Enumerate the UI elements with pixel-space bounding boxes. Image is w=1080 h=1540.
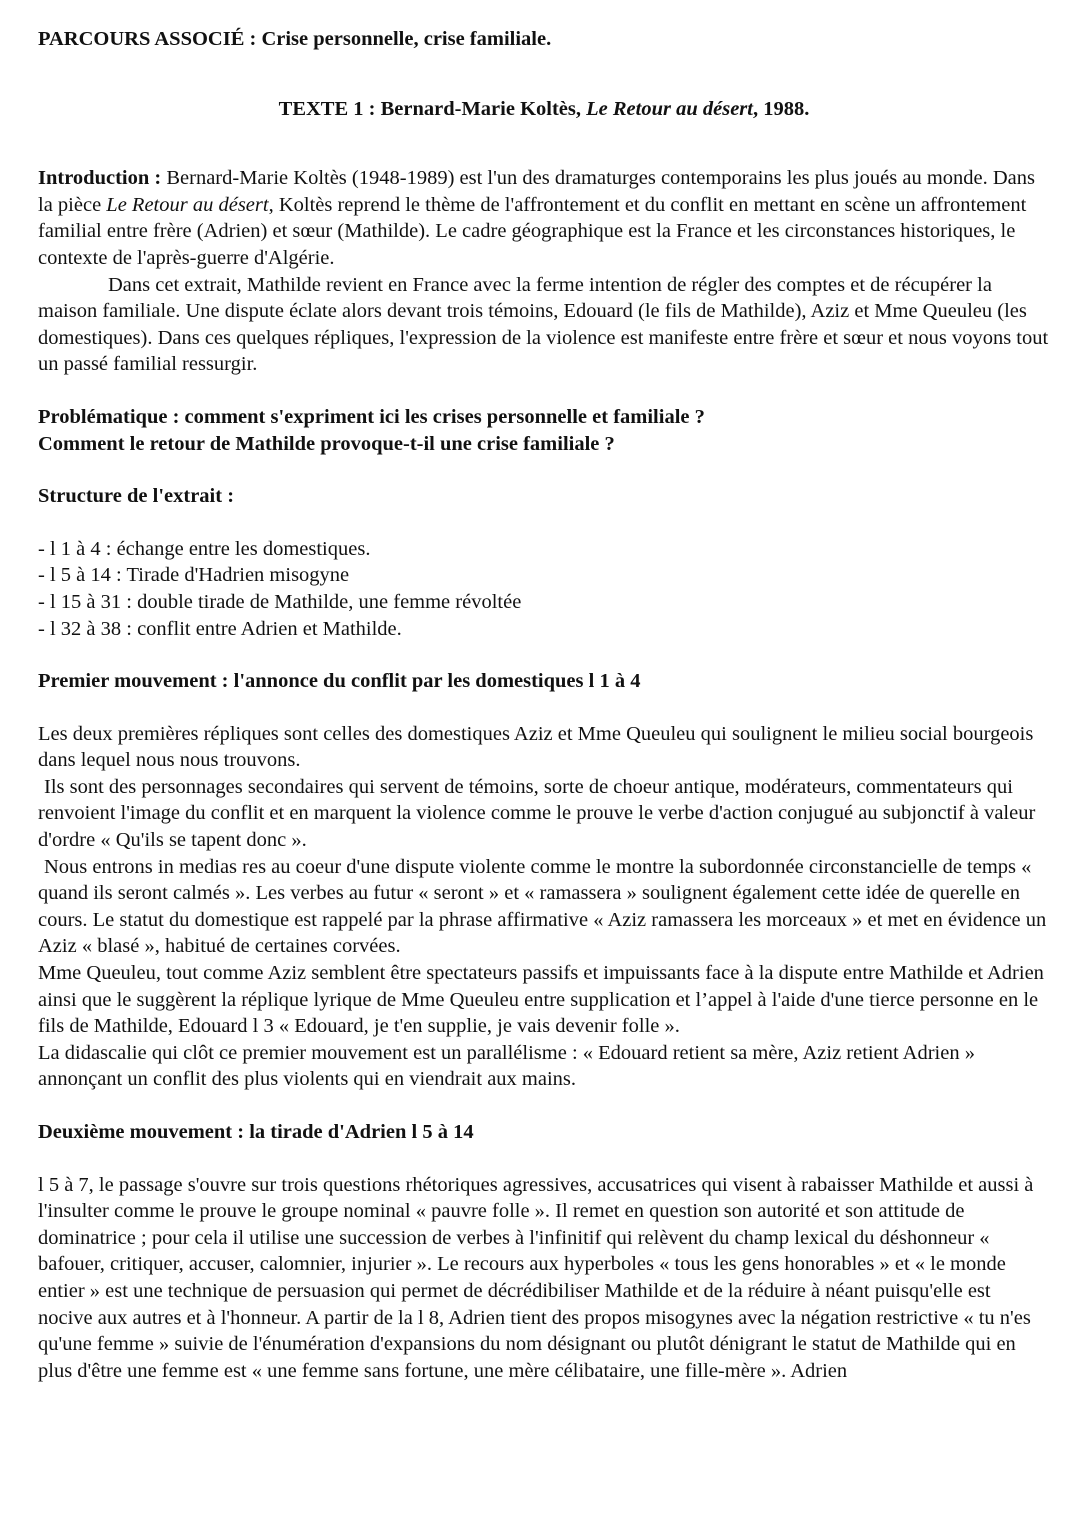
mouvement-1-paragraph: La didascalie qui clôt ce premier mouvement est un parallélisme : « Edouard retient sa mère, Aziz retient Adrien » annonçant un conflit des plus violents qui en viendrait aux mains. [38, 1041, 975, 1091]
structure-item: - l 15 à 31 : double tirade de Mathilde, une femme révoltée [38, 590, 522, 613]
mouvement-1-heading: Premier mouvement : l'annonce du conflit par les domestiques l 1 à 4 [38, 670, 641, 693]
structure-heading: Structure de l'extrait : [38, 485, 235, 508]
problematique-line-1: Problématique : comment s'expriment ici les crises personnelle et familiale ? [38, 405, 705, 428]
structure-item: - l 32 à 38 : conflit entre Adrien et Mathilde. [38, 617, 402, 640]
mouvement-1-paragraph: Les deux premières répliques sont celles des domestiques Aziz et Mme Queuleu qui soulignent le milieu social bourgeois dans lequel nous nous trouvons. [38, 722, 1034, 772]
mouvement-1-paragraph: Nous entrons in medias res au coeur d'une dispute violente comme le montre la subordonnée circonstancielle de temps « quand ils seront calmés ». Les verbes au futur « seront » et « ramassera » soulignent également cette idée de querelle en cours. Le statut du domestique est rappelé par la phrase affirmative « Aziz ramassera les morceaux » et met en évidence un Aziz « blasé », habitué de certaines corvées. [38, 855, 1047, 958]
structure-item: - l 5 à 14 : Tirade d'Hadrien misogyne [38, 564, 350, 587]
intro-text-b: , Koltès reprend le thème de l'affrontement et du conflit en mettant en scène un affrontement familial entre frère (Adrien) et sœur (Mathilde). Le cadre géographique est la France et les circonstances historiques, le contexte de l'après-guerre d'Algérie. [38, 193, 1027, 269]
introduction-label: Introduction : [38, 167, 162, 190]
texte-suffix: , 1988. [752, 97, 810, 120]
intro-text-a: Bernard-Marie Koltès (1948-1989) est l'un des dramaturges contemporains les plus joués au monde. Dans la pièce [38, 167, 1036, 216]
texte-title [38, 96, 1050, 123]
parcours-heading: PARCOURS ASSOCIÉ : Crise personnelle, crise familiale. [38, 28, 552, 50]
play-title: Le Retour au désert [586, 97, 753, 120]
mouvement-1-paragraph: Mme Queuleu, tout comme Aziz semblent être spectateurs passifs et impuissants face à la dispute entre Mathilde et Adrien ainsi que le suggèrent la réplique lyrique de Mme Queuleu entre supplication et l’appel à l'aide d'une tierce personne en le fils de Mathilde, Edouard l 3 « Edouard, je t'en supplie, je vais devenir folle ». [38, 962, 1044, 1038]
mouvement-2-heading: Deuxième mouvement : la tirade d'Adrien l 5 à 14 [38, 1121, 474, 1143]
structure-item: - l 1 à 4 : échange entre les domestiques. [38, 537, 371, 560]
texte-prefix: TEXTE 1 : Bernard-Marie Koltès, [278, 97, 587, 120]
mouvement-1-paragraph: Ils sont des personnages secondaires qui servent de témoins, sorte de choeur antique, modérateurs, commentateurs qui renvoient l'image du conflit et en marquent la violence comme le prouve le verbe d'action conjugué au subjonctif à valeur d'ordre « Qu'ils se tapent donc ». [38, 775, 1036, 852]
document-page [38, 26, 1050, 1384]
intro-play-title: Le Retour au désert [106, 193, 269, 216]
problematique-line-2: Comment le retour de Mathilde provoque-t-il une crise familiale ? [38, 432, 615, 455]
introduction-paragraph-2: Dans cet extrait, Mathilde revient en France avec la ferme intention de régler des comptes et de récupérer la maison familiale. Une dispute éclate alors devant trois témoins, Edouard (le fils de Mathilde), Aziz et Mme Queuleu (les domestiques). Dans ces quelques répliques, l'expression de la violence est manifeste entre frère et sœur et nous voyons tout un passé familial ressurgir. [38, 273, 1049, 376]
mouvement-2-paragraph: l 5 à 7, le passage s'ouvre sur trois questions rhétoriques agressives, accusatrices qui visent à rabaisser Mathilde et aussi à l'insulter comme le prouve le groupe nominal « pauvre folle ». Il remet en question son autorité et son attitude de dominatrice ; pour cela il utilise une succession de verbes à l'infinitif qui relèvent du champ lexical du déshonneur « bafouer, critiquer, accuser, calomnier, injurier ». Le recours aux hyperboles « tous les gens honorables » et « le monde entier » est une technique de persuasion qui permet de décrédibiliser Mathilde et de la réduire à néant puisqu'elle est nocive aux autres et à l'honneur. A partir de la l 8, Adrien tient des propos misogynes avec la négation restrictive « tu n'es qu'une femme » suivie de l'énumération d'expansions du nom désignant ou plutôt dénigrant le statut de Mathilde qui en plus d'être une femme est « une femme sans fortune, une mère célibataire, une fille-mère ». Adrien [38, 1173, 1034, 1382]
introduction-paragraph [38, 165, 1050, 271]
